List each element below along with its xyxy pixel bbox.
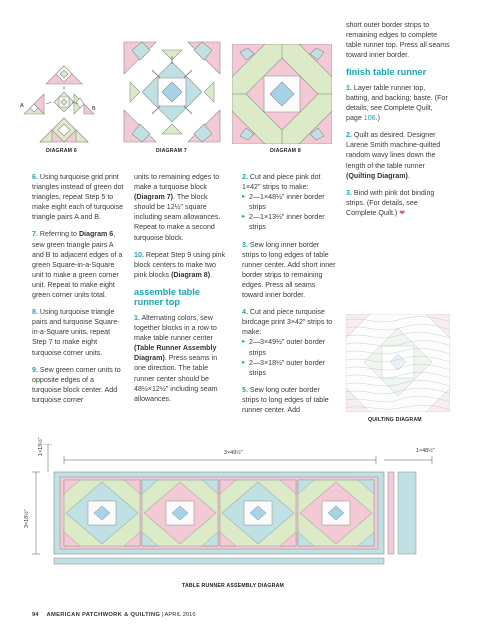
step-9-cont: units to remaining edges to make a turquoise block (Diagram 7). The block should be 12½" square including seam allowances. Repeat to make a second turquoise block. [134, 173, 221, 242]
step-10: 10. Repeat Step 9 using pink block centers to make two pink blocks (Diagram 8). [134, 250, 226, 279]
dim-label-top: 3×49½" [224, 450, 243, 456]
finish-step-3: 3. Bind with pink dot binding strips. (For details, see Complete Quilt.) ❤ [346, 188, 435, 217]
page-footer [32, 612, 196, 618]
label-a: A [20, 103, 24, 109]
diagram-6 [16, 62, 112, 146]
assemble-step-3: 3. Sew long inner border strips to long edges of table runner center. Add short inner border strips to remaining edges. Press all seams toward inner border. [242, 240, 336, 300]
diagram-7-caption: DIAGRAM 7 [156, 148, 187, 154]
end-mark-icon: ❤ [399, 208, 406, 217]
assemble-step-2: 2. Cut and piece pink dot 1×42" strips to make: ▸ 2—1×48½" inner border strips ▸ 2—1×13½" inner border strips [242, 172, 336, 233]
heading-assemble: assemble table runner top [134, 286, 200, 308]
cut-item: ▸ 2—1×13½" inner border strips [242, 212, 336, 232]
cut-item: ▸ 2—1×48½" inner border strips [242, 192, 336, 212]
diagram-8-illustration [232, 44, 332, 144]
dim-label-left-inner: 1×13½" [38, 437, 44, 456]
diagram-8 [232, 44, 332, 144]
cut-item: ▸ 2—3×18½" outer border strips [242, 358, 336, 378]
assemble-step-1: 1. Alternating colors, sew together blocks in a row to make table runner center (Table Runner Assembly Diagram). Press seams in one direction. The table runner center should be 48½×12½" including seam allowances. [134, 313, 218, 403]
heading-finish: finish table runner [346, 67, 427, 78]
quilting-diagram-caption: QUILTING DIAGRAM [368, 417, 422, 423]
assemble-step-5: 5. Sew long outer border strips to long edges of table runner center. Add [242, 385, 329, 414]
diagram-7-illustration [122, 40, 222, 144]
assembly-diagram [24, 437, 458, 576]
column-3 [242, 172, 336, 422]
quilting-diagram [346, 314, 450, 412]
diagram-8-caption: DIAGRAM 8 [270, 148, 301, 154]
magazine-name: AMERICAN PATCHWORK & QUILTING [46, 612, 161, 618]
assemble-step-5-cont: short outer border strips to remaining edges to complete table runner top. Press all seams toward inner border. [346, 21, 450, 60]
cut-item: ▸ 2—3×49½" outer border strips [242, 337, 336, 357]
diagram-6-illustration [16, 62, 112, 146]
label-b: B [92, 106, 96, 112]
step-6: 6. Using turquoise grid print triangles instead of green dot triangles, repeat Step 5 to make eight each of turquoise triangle pairs A and B. [32, 173, 124, 222]
assemble-step-4: 4. Cut and piece turquoise birdcage print 3×42" strips to make: ▸ 2—3×49½" outer border strips ▸ 2—3×18½" outer border strips [242, 307, 336, 378]
step-9: 9. Sew green corner units to opposite edges of a turquoise block center. Add turquoise corner [32, 365, 121, 404]
column-4 [346, 20, 450, 225]
step-7: 7. Referring to Diagram 6, sew green triangle pairs A and B to adjacent edges of a green Square-in-a-Square unit to make a green corner unit. Repeat to make eight green corner units total. [32, 230, 123, 300]
finish-step-1: 1. Layer table runner top, batting, and backing; baste. (For details, see Complete Quilt, page 106.) [346, 83, 448, 123]
diagram-7 [122, 40, 222, 144]
column-2 [134, 172, 226, 411]
diagram-6-caption: DIAGRAM 6 [46, 148, 77, 154]
page-number: 94 [32, 612, 39, 618]
assembly-diagram-illustration [28, 444, 458, 576]
column-1 [32, 172, 124, 412]
issue-date: | APRIL 2016 [160, 612, 196, 618]
dim-label-right: 1×48½" [416, 448, 435, 454]
finish-step-2: 2. Quilt as desired. Designer Larene Smith machine-quilted random wavy lines down the length of the table runner (Quilting Diagram). [346, 131, 441, 180]
dim-label-left-outer: 3×18½" [24, 509, 30, 528]
quilting-diagram-illustration [346, 314, 450, 412]
assembly-diagram-caption: TABLE RUNNER ASSEMBLY DIAGRAM [182, 583, 285, 589]
step-8: 8. Using turquoise triangle pairs and turquoise Square-in-a-Square units, repeat Step 7 to make eight turquoise corner units. [32, 308, 120, 357]
